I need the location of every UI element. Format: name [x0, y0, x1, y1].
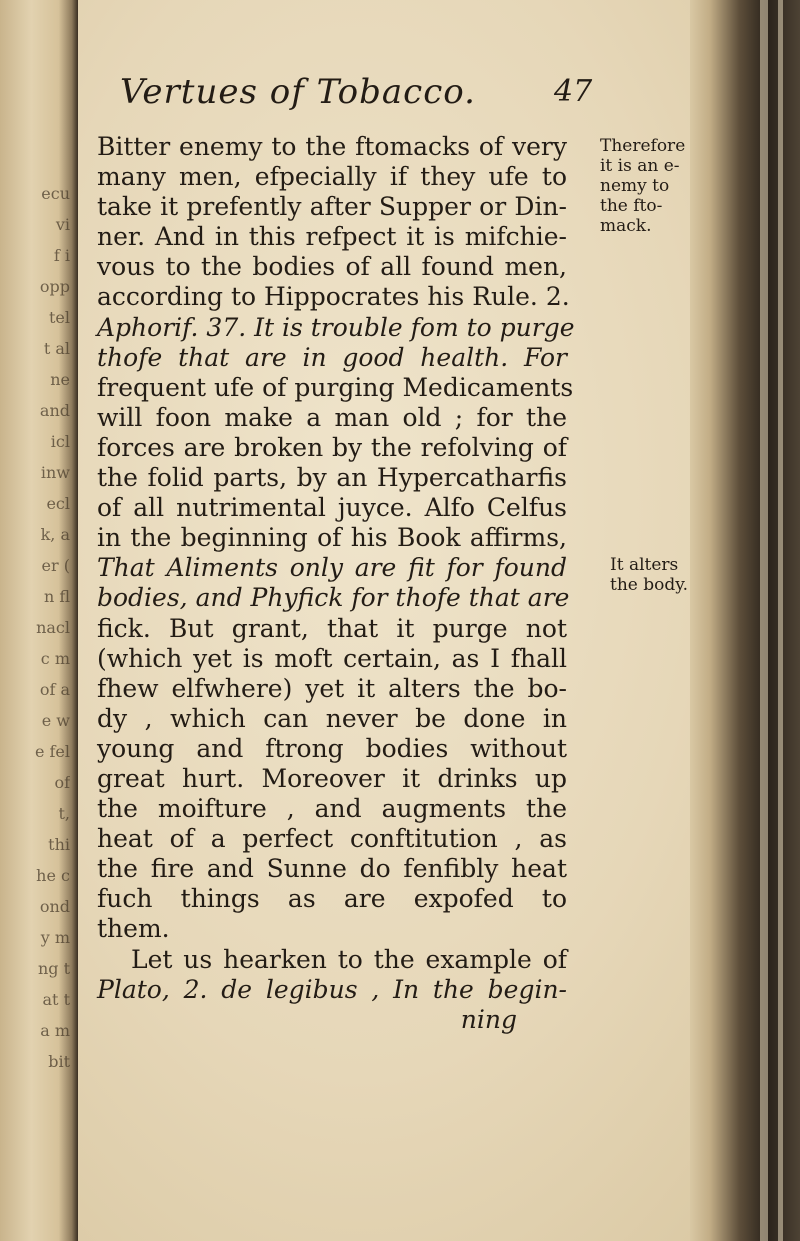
text-line: great hurt. Moreover it drinks up: [97, 763, 567, 793]
edge-fragment: e w: [41, 711, 70, 730]
text-line: forces are broken by the refolving of: [97, 432, 567, 462]
adjacent-page-fragments: [0, 178, 70, 1077]
edge-fragment: of: [54, 773, 70, 792]
edge-fragment: c m: [40, 649, 70, 668]
text-line: them.: [97, 914, 170, 944]
edge-fragment: e fel: [34, 742, 70, 761]
edge-fragment: y m: [40, 928, 70, 947]
text-line: the fire and Sunne do fenfibly heat: [97, 854, 567, 884]
text-line: will foon make a man old ; for the: [97, 402, 567, 432]
text-line: according to Hippocrates his Rule. 2.: [97, 282, 570, 312]
edge-fragment: opp: [39, 277, 70, 296]
edge-fragment: tel: [48, 308, 70, 327]
edge-fragment: ecu: [41, 184, 70, 203]
text-line: young and ftrong bodies without: [97, 733, 567, 763]
edge-fragment: f i: [53, 246, 70, 265]
edge-fragment: thi: [48, 835, 70, 854]
margin-note-therefore: [600, 136, 695, 236]
text-line: vous to the bodies of all found men,: [97, 252, 567, 282]
text-line: fuch things as are expofed to: [97, 884, 567, 914]
text-line: ner. And in this refpect it is mifchie-: [97, 222, 567, 252]
edge-fragment: bit: [48, 1052, 70, 1071]
text-line: of all nutrimental juyce. Alfo Celfus: [97, 493, 567, 523]
edge-fragment: er (: [41, 556, 70, 575]
text-line: heat of a perfect conftitution , as: [97, 824, 567, 854]
text-line: That Aliments only are fit for found: [97, 553, 567, 583]
edge-fragment: t,: [58, 804, 70, 823]
edge-fragment: he c: [36, 866, 70, 885]
page-number: 47: [554, 74, 593, 109]
running-title: Vertues of Tobacco.: [120, 72, 476, 112]
edge-fragment: a m: [40, 1021, 70, 1040]
margin-note-line: It alters: [610, 555, 679, 575]
text-line: Bitter enemy to the ftomacks of very: [97, 132, 567, 161]
text-line: the moifture , and augments the: [97, 794, 567, 824]
margin-note-it-alters: [610, 555, 710, 595]
edge-fragment: and: [39, 401, 70, 420]
margin-note-line: Therefore: [600, 136, 686, 156]
text-line: fhew elfwhere) yet it alters the bo-: [97, 673, 567, 703]
text-line: fick. But grant, that it purge not: [97, 613, 567, 643]
edge-fragment: nacl: [36, 618, 70, 637]
text-line: take it prefently after Supper or Din-: [97, 192, 567, 222]
edge-fragment: icl: [50, 432, 70, 451]
text-line: Plato, 2. de legibus , In the begin-: [97, 974, 567, 1004]
catchword: ning: [460, 1004, 517, 1034]
text-line: (which yet is moft certain, as I fhall: [97, 643, 567, 673]
text-line: Aphorif. 37. It is trouble fom to purge: [97, 312, 575, 342]
right-page-edge: [690, 0, 800, 1241]
left-page-gutter: [0, 0, 78, 1241]
edge-fragment: at t: [42, 990, 70, 1009]
edge-fragment: t al: [43, 339, 70, 358]
margin-note-line: the body.: [610, 575, 688, 595]
margin-note-line: it is an e-: [600, 156, 680, 176]
body-text: [97, 132, 575, 1035]
margin-note-line: mack.: [600, 216, 652, 236]
edge-fragment: of a: [39, 680, 70, 699]
text-line: Let us hearken to the example of: [131, 944, 567, 974]
text-line: many men, efpecially if they ufe to: [97, 162, 567, 192]
edge-fragment: ond: [39, 897, 70, 916]
text-line: dy , which can never be done in: [97, 703, 567, 733]
text-line: frequent ufe of purging Medicaments: [97, 372, 574, 402]
page-header: [120, 72, 680, 128]
edge-fragment: ecl: [46, 494, 70, 513]
edge-fragment: n fl: [43, 587, 70, 606]
edge-fragment: inw: [40, 463, 70, 482]
text-line: in the beginning of his Book affirms,: [97, 523, 567, 553]
edge-fragment: ne: [50, 370, 70, 389]
margin-note-line: nemy to: [600, 176, 670, 196]
text-line: the folid parts, by an Hypercatharfis: [97, 463, 567, 493]
text-line: bodies, and Phyfick for thofe that are: [97, 583, 570, 613]
edge-fragment: vi: [55, 215, 70, 234]
edge-fragment: k, a: [40, 525, 70, 544]
edge-fragment: ng t: [37, 959, 70, 978]
margin-note-line: the fto-: [600, 196, 663, 216]
text-line: thofe that are in good health. For: [97, 342, 567, 372]
